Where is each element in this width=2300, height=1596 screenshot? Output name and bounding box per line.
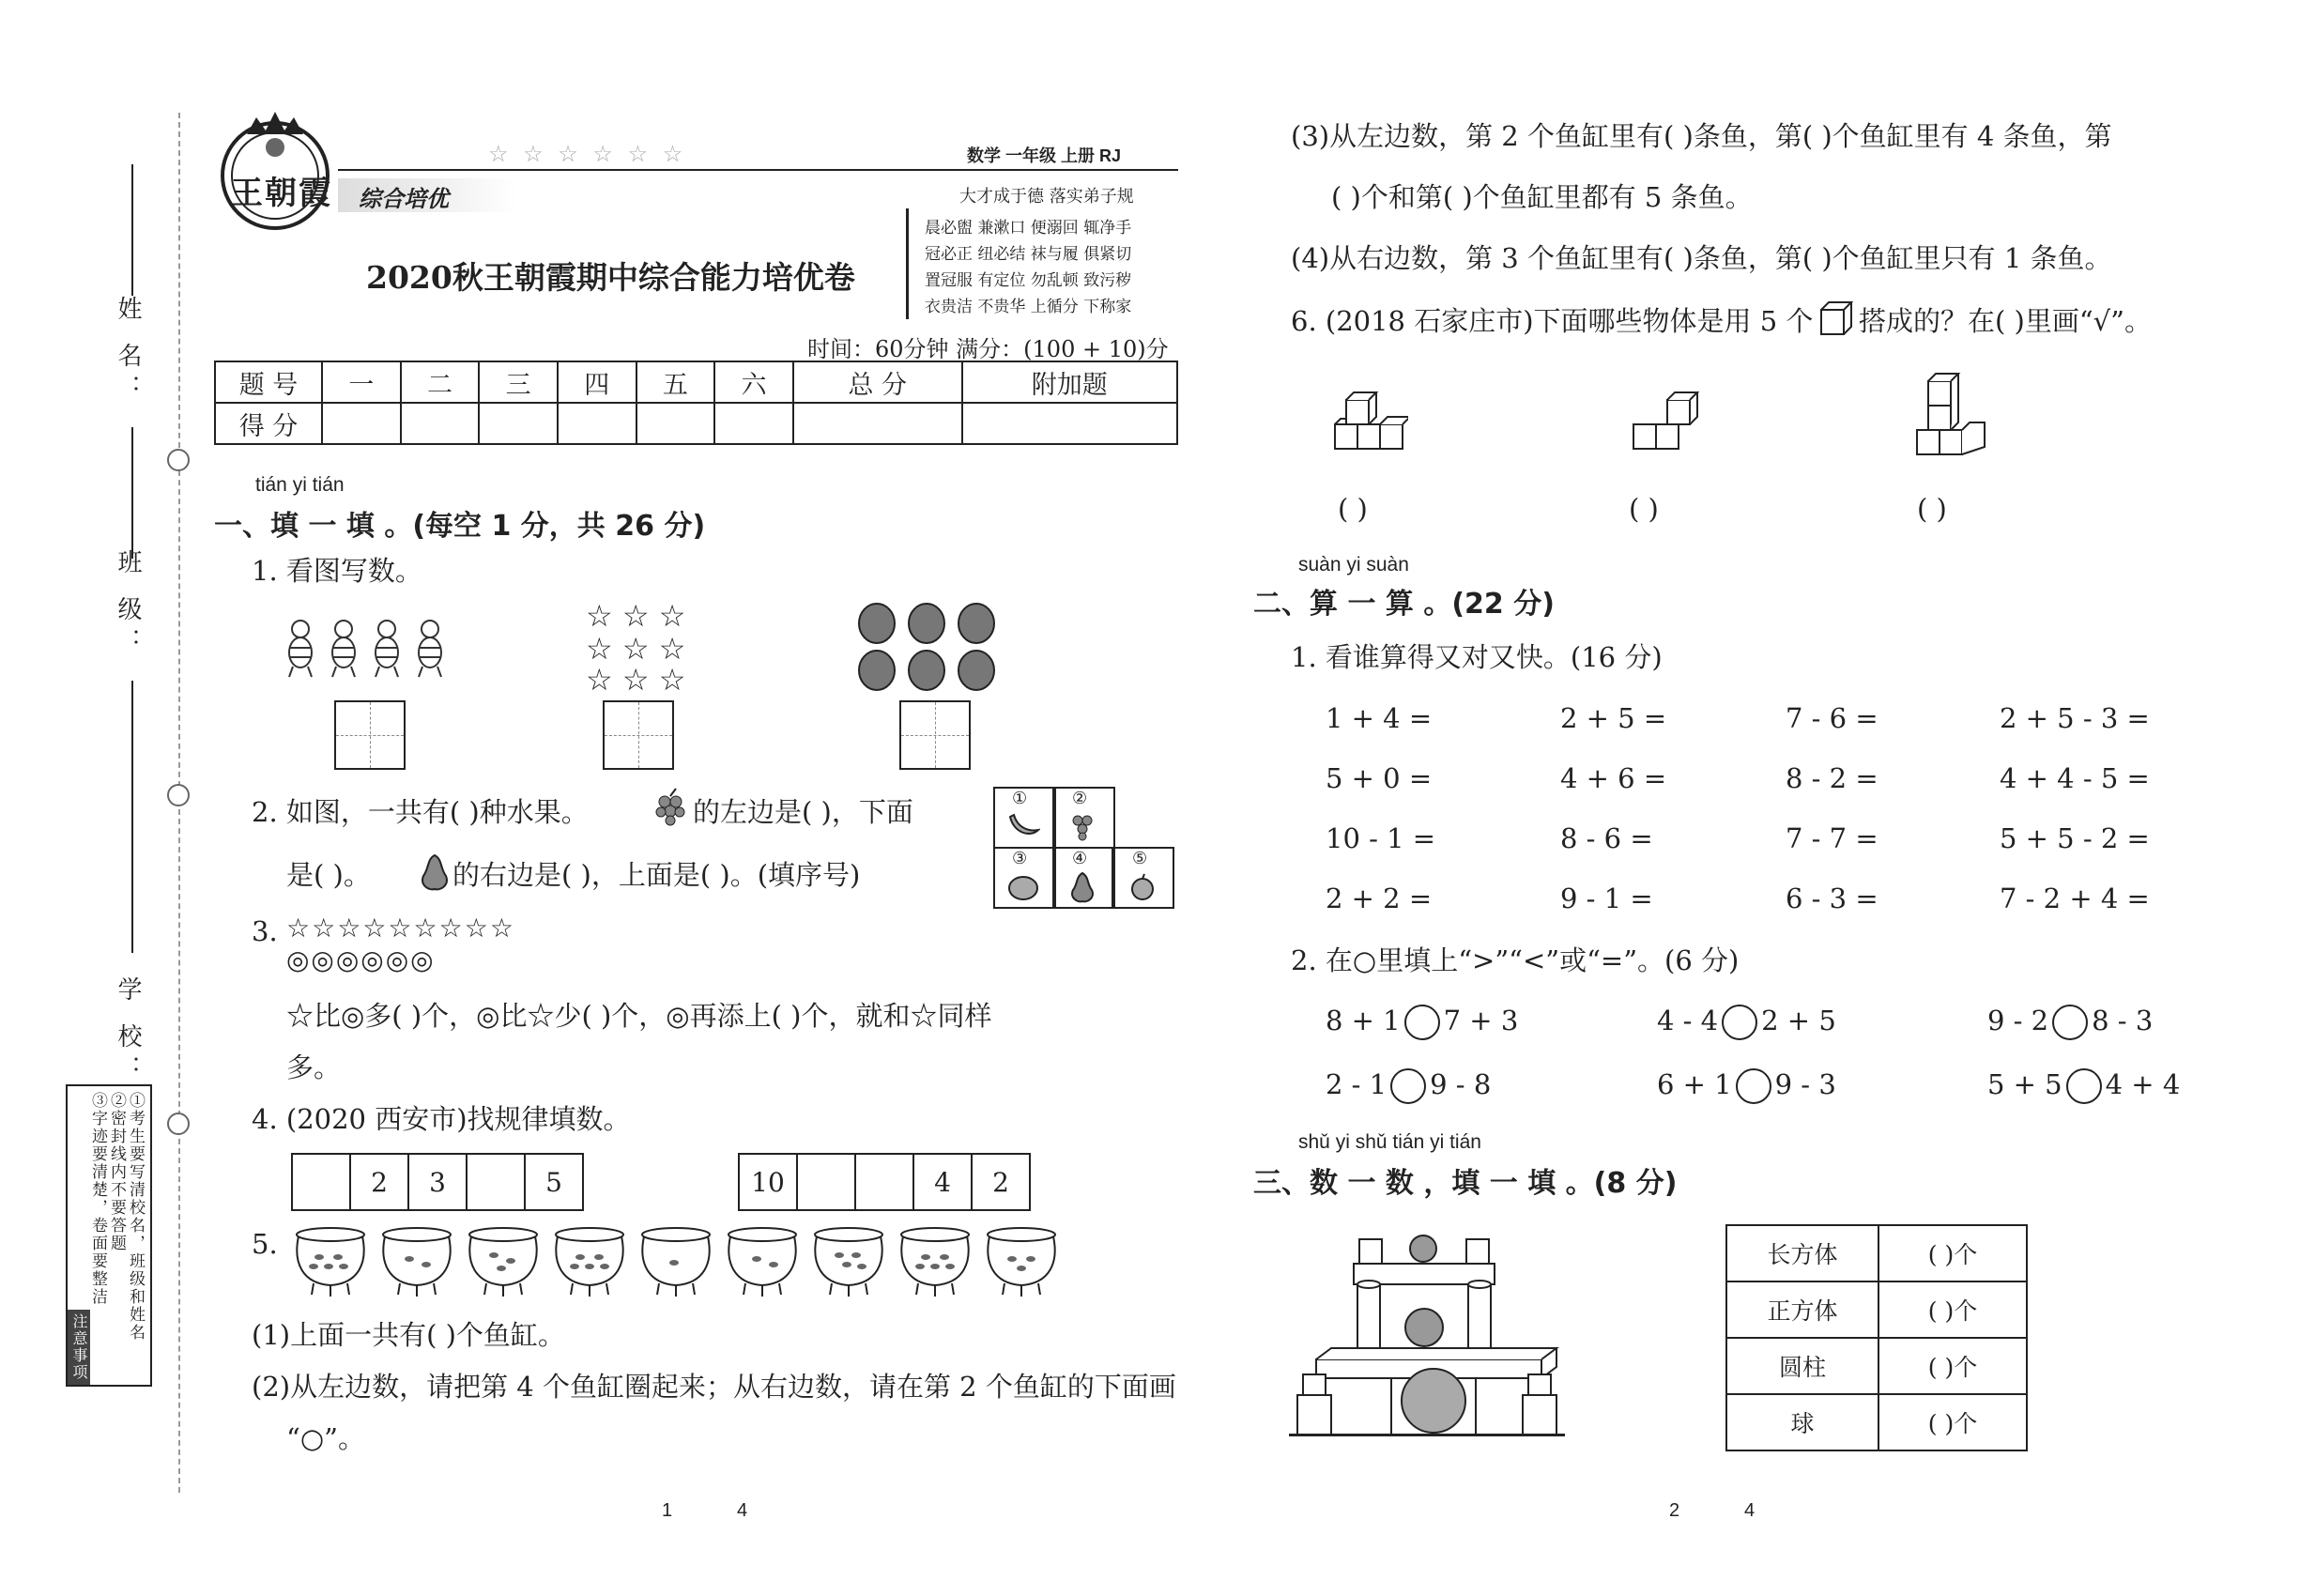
part2-pinyin: suàn yi suàn — [1298, 554, 1409, 575]
score-input[interactable] — [714, 403, 793, 444]
stars-decoration: ☆ ☆ ☆ ☆ ☆ ☆ — [488, 141, 687, 167]
binding-hole-1 — [167, 449, 190, 471]
shape-name: 长方体 — [1726, 1225, 1878, 1281]
score-input[interactable] — [558, 403, 636, 444]
class-label: 班 级： — [114, 549, 142, 661]
q1-answer-box-2[interactable] — [603, 700, 674, 770]
fish-tank-icon — [293, 1225, 1081, 1300]
shapes-building-illustration — [1288, 1230, 1570, 1440]
q3-text: ☆比◎多( )个，◎比☆少( )个，◎再添上( )个，就和☆同样 — [286, 1000, 992, 1032]
seq1-cell[interactable] — [292, 1154, 350, 1210]
calc-item: 2 + 2 = — [1326, 882, 1433, 914]
seq2-cell: 4 — [913, 1154, 972, 1210]
score-table — [214, 361, 1178, 445]
exam-title: 2020秋王朝霞期中综合能力培优卷 — [366, 259, 855, 296]
shape-row — [1726, 1225, 2027, 1281]
fruit-num-1: ① — [1012, 789, 1028, 808]
q5-part-2b: “○”。 — [286, 1422, 365, 1454]
q5-label: 5. — [252, 1228, 278, 1260]
fish-tanks-row — [293, 1225, 1081, 1304]
calc-item: 7 - 7 = — [1786, 822, 1878, 854]
page-total-left: 4 — [737, 1500, 748, 1521]
school-label: 学 校： — [114, 976, 142, 1088]
name-label: 姓 名： — [114, 296, 142, 407]
score-cell-label: 题 号 — [215, 361, 322, 403]
seq2-cell[interactable] — [855, 1154, 913, 1210]
notice-box — [66, 1084, 152, 1387]
q6-blank-2[interactable]: ( ) — [1629, 493, 1659, 525]
shape-name: 正方体 — [1726, 1281, 1878, 1338]
notice-item-1: ①考生要写清校名，班级和姓名 — [126, 1092, 145, 1342]
banana-icon — [1006, 811, 1040, 839]
seq1-cell: 5 — [525, 1154, 583, 1210]
series-label: 综合培优 — [359, 185, 449, 212]
calc-item: 10 - 1 = — [1326, 822, 1436, 854]
time-info: 时间：60分钟 满分：(100 + 10)分 — [807, 336, 1169, 362]
compare-item: 6 + 1 9 - 3 — [1657, 1068, 1836, 1104]
seq2-cell: 10 — [739, 1154, 797, 1210]
score-cell-4: 四 — [558, 361, 636, 403]
score-input[interactable] — [401, 403, 480, 444]
q1-answer-box-1[interactable] — [334, 700, 406, 770]
q1-cabbages-group — [856, 601, 997, 698]
q5-part-3b: ( )个和第( )个鱼缸里都有 5 条鱼。 — [1331, 181, 1753, 213]
score-cell-1: 一 — [322, 361, 401, 403]
compare-item: 9 - 2 8 - 3 — [1987, 1005, 2153, 1040]
shape-count-blank[interactable]: ( )个 — [1878, 1394, 2027, 1450]
score-cell-extra: 附加题 — [962, 361, 1177, 403]
calc-item: 2 + 5 - 3 = — [2000, 702, 2150, 734]
part2-q1: 1. 看谁算得又对又快。(16 分) — [1291, 641, 1663, 673]
part2-heading: 二、算 一 算 。(22 分) — [1253, 588, 1555, 621]
q3-circles: ◎◎◎◎◎◎ — [286, 944, 436, 975]
q4-sequence-2 — [738, 1153, 1031, 1211]
q1-stars-row-1: ☆ ☆ ☆ — [586, 598, 686, 634]
q5-part-4: (4)从右边数，第 3 个鱼缸里有( )条鱼，第( )个鱼缸里只有 1 条鱼。 — [1291, 242, 2112, 274]
compare-circle[interactable] — [2052, 1005, 2088, 1040]
calc-item: 7 - 6 = — [1786, 702, 1878, 734]
q6-figure-3 — [1915, 366, 1990, 469]
score-input[interactable] — [322, 403, 401, 444]
q1-text: 1. 看图写数。 — [252, 555, 422, 587]
compare-circle[interactable] — [2066, 1068, 2102, 1104]
header-rule — [338, 169, 1178, 171]
school-underline — [131, 681, 133, 953]
q6-text-b: 搭成的？在( )里画“√”。 — [1859, 305, 2152, 337]
part1-heading: 一、填 一 填 。(每空 1 分，共 26 分) — [214, 510, 706, 543]
q6-figure-2 — [1632, 385, 1707, 464]
score-input[interactable] — [962, 403, 1177, 444]
shapes-count-table — [1725, 1224, 2028, 1451]
binding-hole-3 — [167, 1113, 190, 1135]
calc-item: 9 - 1 = — [1560, 882, 1653, 914]
seq1-cell[interactable] — [467, 1154, 525, 1210]
notice-title: 注意事项 — [70, 1313, 88, 1381]
q5-part-3: (3)从左边数，第 2 个鱼缸里有( )条鱼，第( )个鱼缸里有 4 条鱼，第 — [1291, 120, 2112, 152]
seq1-cell: 3 — [408, 1154, 467, 1210]
shape-name: 圆柱 — [1726, 1338, 1878, 1394]
compare-circle[interactable] — [1736, 1068, 1771, 1104]
page-number-left: 1 — [662, 1500, 673, 1521]
cabbage-icon — [856, 601, 997, 695]
name-underline — [131, 164, 133, 296]
shape-count-blank[interactable]: ( )个 — [1878, 1281, 2027, 1338]
calc-item: 7 - 2 + 4 = — [2000, 882, 2150, 914]
fruit-grid — [993, 787, 1177, 909]
motto-line-1: 晨必盥 兼漱口 便溺回 辄净手 — [925, 219, 1132, 238]
q4-sequence-1 — [291, 1153, 584, 1211]
subject-tag: 数学 一年级 上册 RJ — [967, 146, 1122, 165]
q6-text: 6. (2018 石家庄市)下面哪些物体是用 5 个 — [1291, 305, 1814, 337]
calc-item: 1 + 4 = — [1326, 702, 1433, 734]
bee-icon — [282, 615, 460, 681]
q6-blank-1[interactable]: ( ) — [1338, 493, 1368, 525]
score-cell-total: 总 分 — [793, 361, 962, 403]
calc-item: 6 - 3 = — [1786, 882, 1878, 914]
q6-blank-3[interactable]: ( ) — [1917, 493, 1947, 525]
calc-item: 8 - 2 = — [1786, 762, 1878, 794]
q3-stars: ☆☆☆☆☆☆☆☆☆ — [286, 913, 515, 944]
grape-small-icon — [1068, 811, 1096, 841]
seq1-cell: 2 — [350, 1154, 408, 1210]
q2-line-1: 2. 如图，一共有( )种水果。 — [252, 796, 589, 828]
q6-figure-1 — [1333, 385, 1408, 464]
compare-item: 4 - 4 2 + 5 — [1657, 1005, 1836, 1040]
motto-bar — [906, 208, 909, 319]
compare-item: 8 + 1 7 + 3 — [1326, 1005, 1518, 1040]
part2-q2: 2. 在○里填上“>”“<”或“=”。(6 分) — [1291, 944, 1740, 976]
shape-row — [1726, 1394, 2027, 1450]
q1-stars-row-2: ☆ ☆ ☆ — [586, 631, 686, 667]
notice-item-3: ③字迹要清楚，卷面要整洁 — [88, 1092, 107, 1306]
score-input[interactable] — [636, 403, 715, 444]
compare-circle[interactable] — [1404, 1005, 1440, 1040]
score-cell-6: 六 — [714, 361, 793, 403]
score-table-header-row — [215, 361, 1177, 403]
cube-stack-icon — [1333, 385, 1408, 460]
shape-count-blank[interactable]: ( )个 — [1878, 1225, 2027, 1281]
fruit-num-2: ② — [1072, 789, 1088, 808]
q4-text: 4. (2020 西安市)找规律填数。 — [252, 1103, 631, 1135]
cube-stack-icon — [1632, 385, 1707, 460]
seq2-cell: 2 — [972, 1154, 1030, 1210]
q3-label: 3. — [252, 915, 278, 947]
apple-icon — [1128, 873, 1157, 901]
q1-answer-box-3[interactable] — [899, 700, 971, 770]
pear-small-icon — [1068, 869, 1096, 903]
compare-item: 5 + 5 4 + 4 — [1987, 1068, 2180, 1104]
page-number-right: 2 — [1669, 1500, 1680, 1521]
grape-icon — [650, 787, 691, 832]
score-input[interactable] — [793, 403, 962, 444]
q5-part-2: (2)从左边数，请把第 4 个鱼缸圈起来；从右边数，请在第 2 个鱼缸的下面画 — [252, 1371, 1176, 1403]
motto-title: 大才成于德 落实弟子规 — [959, 187, 1134, 207]
motto-line-4: 衣贵洁 不贵华 上循分 下称家 — [925, 298, 1132, 316]
cube-stack-icon — [1915, 366, 1990, 466]
class-underline — [131, 427, 133, 559]
cube-icon — [1819, 300, 1853, 340]
q2-line-2b: 的右边是( )，上面是( )。(填序号) — [452, 859, 861, 891]
q5-part-1: (1)上面一共有( )个鱼缸。 — [252, 1319, 565, 1351]
calc-item: 5 + 0 = — [1326, 762, 1433, 794]
part3-pinyin: shǔ yi shǔ tián yi tián — [1298, 1131, 1481, 1153]
part3-heading: 三、数 一 数 ，填 一 填 。(8 分) — [1253, 1167, 1678, 1200]
shape-count-blank[interactable]: ( )个 — [1878, 1338, 2027, 1394]
motto-line-2: 冠必正 纽必结 袜与履 俱紧切 — [925, 245, 1132, 264]
pear-icon — [418, 850, 452, 895]
calc-item: 4 + 4 - 5 = — [2000, 762, 2150, 794]
calc-item: 5 + 5 - 2 = — [2000, 822, 2150, 854]
score-input[interactable] — [479, 403, 558, 444]
shape-row — [1726, 1338, 2027, 1394]
calc-item: 2 + 5 = — [1560, 702, 1667, 734]
calc-item: 4 + 6 = — [1560, 762, 1667, 794]
q1-stars-row-3: ☆ ☆ ☆ — [586, 662, 686, 698]
page-total-right: 4 — [1744, 1500, 1756, 1521]
shape-row — [1726, 1281, 2027, 1338]
peach-icon — [1006, 873, 1040, 901]
q2-line-2: 是( )。 — [286, 859, 371, 891]
score-cell-5: 五 — [636, 361, 715, 403]
shape-name: 球 — [1726, 1394, 1878, 1450]
binding-hole-2 — [167, 784, 190, 806]
part1-pinyin: tián yi tián — [255, 474, 345, 496]
score-cell-3: 三 — [479, 361, 558, 403]
calc-item: 8 - 6 = — [1560, 822, 1653, 854]
fruit-num-5: ⑤ — [1132, 849, 1148, 868]
score-row-label: 得 分 — [215, 403, 322, 444]
compare-circle[interactable] — [1390, 1068, 1426, 1104]
score-table-score-row — [215, 403, 1177, 444]
q3-text-2: 多。 — [286, 1051, 342, 1083]
q2-line-1b: 的左边是( )，下面 — [693, 796, 913, 828]
compare-item: 2 - 1 9 - 8 — [1326, 1068, 1491, 1104]
q1-bees-group — [282, 615, 460, 684]
notice-item-2: ②密封线内不要答题 — [107, 1092, 126, 1252]
motto-line-3: 置冠服 有定位 勿乱顿 致污秽 — [925, 271, 1132, 290]
fruit-num-4: ④ — [1072, 849, 1088, 868]
compare-circle[interactable] — [1722, 1005, 1757, 1040]
seq2-cell[interactable] — [797, 1154, 855, 1210]
brand-name: 王朝霞 — [231, 175, 332, 212]
score-cell-2: 二 — [401, 361, 480, 403]
fruit-num-3: ③ — [1012, 849, 1028, 868]
block-building-icon — [1288, 1230, 1570, 1436]
